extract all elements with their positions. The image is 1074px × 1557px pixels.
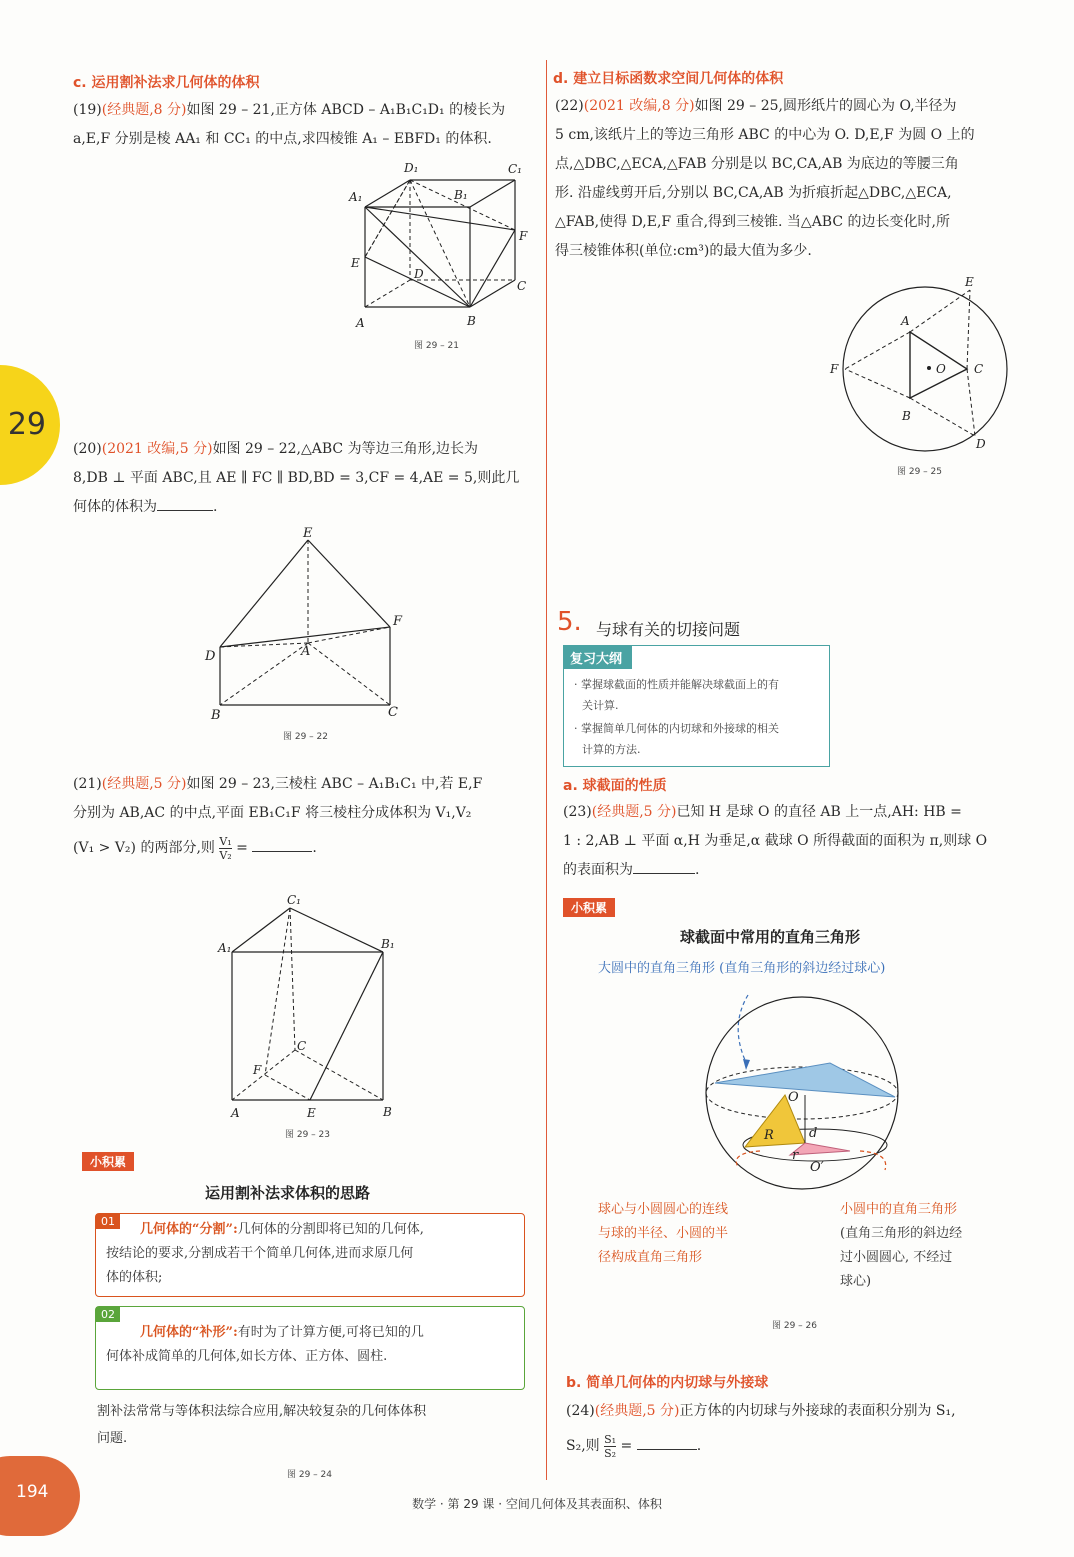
question-22: (22)(2021 改编,8 分)如图 29 – 25,圆形纸片的圆心为 O,半径为 5 cm,该纸片上的等边三角形 ABC 的中心为 O. D,E,F 为圆 O 上的 点,△DBC,△ECA,△FAB 分别是以 BC,CA,AB 为底边的等腰三角 形. 沿虚线剪开后,分别以 BC,CA,AB 为折痕折起△DBC,△ECA, △FAB,使得 D,E,F 重合,得到三棱锥. 当△ABC 的边长变化时,所 得三棱锥体积(单位:cm³)的最大值为多少. — [555, 98, 975, 259]
svg-text:F: F — [253, 1063, 262, 1077]
svg-text:C: C — [974, 362, 984, 376]
svg-text:A₁: A₁ — [349, 190, 363, 204]
figure-29-22 — [195, 525, 415, 725]
svg-text:C₁: C₁ — [508, 162, 522, 176]
svg-text:B: B — [383, 1105, 392, 1119]
svg-text:d: d — [809, 1126, 818, 1141]
svg-text:A: A — [231, 1106, 240, 1120]
svg-text:D₁: D₁ — [404, 161, 419, 175]
note-great-circle: 大圆中的直角三角形 (直角三角形的斜边经过球心) — [598, 961, 886, 976]
section-c-heading: c. 运用割补法求几何体的体积 — [73, 75, 260, 91]
svg-text:D: D — [205, 649, 216, 664]
svg-text:D: D — [976, 437, 986, 451]
svg-text:E: E — [307, 1106, 316, 1120]
note-box-split: 01 几何体的“分割”:几何体的分割即将已知的几何体, 按结论的要求,分割成若干个简单几何体,进而求原几何 体的体积; — [95, 1213, 525, 1297]
page-footer: 数学 · 第 29 课 · 空间几何体及其表面积、体积 — [412, 1497, 662, 1511]
caption-29-23: 图 29 – 23 — [285, 1130, 330, 1140]
svg-text:E: E — [965, 275, 974, 289]
note-title-right: 球截面中常用的直角三角形 — [680, 928, 861, 946]
note-title-left: 运用割补法求体积的思路 — [205, 1184, 371, 1202]
section-a-heading: a. 球截面的性质 — [563, 778, 667, 794]
section-5-title: 与球有关的切接问题 — [596, 620, 741, 639]
question-20: (20)(2021 改编,5 分)如图 29 – 22,△ABC 为等边三角形,边长为 8,DB ⊥ 平面 ABC,且 AE ∥ FC ∥ BD,BD = 3,CF = 4,AE = 5,则此几 何体的体积为 . — [73, 441, 520, 515]
caption-29-21: 图 29 – 21 — [414, 341, 459, 351]
svg-text:A: A — [356, 316, 365, 330]
caption-29-24: 图 29 – 24 — [287, 1470, 332, 1480]
note-badge-left: 小积累 — [82, 1152, 134, 1171]
figure-29-23-prism — [215, 890, 405, 1122]
svg-text:O: O — [936, 362, 946, 376]
svg-text:D: D — [414, 267, 424, 281]
svg-text:B: B — [467, 314, 476, 328]
svg-text:C: C — [388, 705, 398, 720]
note-center-line: 球心与小圆圆心的连线 与球的半径、小圆的半 径构成直角三角形 — [598, 1202, 729, 1265]
svg-text:E: E — [303, 526, 313, 541]
svg-text:r: r — [792, 1148, 799, 1163]
svg-text:O′: O′ — [810, 1160, 824, 1175]
svg-text:E: E — [351, 256, 360, 270]
caption-29-22: 图 29 – 22 — [283, 732, 328, 742]
svg-text:O: O — [788, 1090, 799, 1105]
question-21: (21)(经典题,5 分)如图 29 – 23,三棱柱 ABC – A₁B₁C₁ 中,若 E,F 分别为 AB,AC 的中点,平面 EB₁C₁F 将三棱柱分成体积为 V₁,V₂ (V₁ > V₂) 的两部分,则 $\frac{\text{V₁}}{\text{V₂}}$ = . — [73, 776, 483, 862]
svg-text:C: C — [517, 279, 527, 293]
figure-29-26-sphere — [690, 975, 940, 1195]
svg-text:B₁: B₁ — [381, 937, 395, 951]
svg-text:A: A — [901, 314, 910, 328]
note-small-circle: 小圆中的直角三角形 (直角三角形的斜边经 过小圆圆心, 不经过 球心) — [840, 1202, 963, 1289]
section-5-number: 5. — [557, 607, 582, 637]
svg-text:A: A — [301, 644, 311, 659]
note-box-complement: 02 几何体的“补形”:有时为了计算方便,可将已知的几 何体补成简单的几何体,如长方体、正方体、圆柱. — [95, 1306, 525, 1390]
caption-29-26: 图 29 – 26 — [772, 1321, 817, 1331]
review-outline: 复习大纲 · 掌握球截面的性质并能解决球截面上的有 关计算. · 掌握简单几何体的内切球和外接球的相关 计算的方法. — [563, 645, 830, 767]
svg-text:B₁: B₁ — [454, 188, 468, 202]
svg-text:R: R — [764, 1128, 774, 1143]
section-d-heading: d. 建立目标函数求空间几何体的体积 — [553, 71, 784, 87]
review-outline-heading: 复习大纲 — [564, 646, 632, 669]
svg-text:F: F — [830, 362, 839, 376]
svg-text:F: F — [519, 229, 528, 243]
figure-29-21-cube — [340, 155, 540, 335]
figure-29-25-circle — [825, 272, 1025, 462]
caption-29-25: 图 29 – 25 — [897, 467, 942, 477]
page-number-badge: 194 — [0, 1456, 80, 1536]
question-24: (24)(经典题,5 分)正方体的内切球与外接球的表面积分别为 S₁, S₂,则 $\frac{\text{S₁}}{\text{S₂}}$ = . — [566, 1403, 956, 1460]
section-b-heading: b. 简单几何体的内切球与外接球 — [566, 1375, 769, 1391]
column-divider — [546, 60, 547, 1480]
note-summary: 割补法常常与等体积法综合应用,解决较复杂的几何体体积 问题. — [97, 1404, 427, 1446]
svg-text:A₁: A₁ — [218, 941, 232, 955]
chapter-tab: 29 — [0, 365, 60, 485]
svg-text:C₁: C₁ — [287, 893, 301, 907]
svg-text:C: C — [297, 1039, 307, 1053]
svg-text:B: B — [902, 409, 911, 423]
question-19: (19)(经典题,8 分)如图 29 – 21,正方体 ABCD – A₁B₁C₁D₁ 的棱长为 a,E,F 分别是棱 AA₁ 和 CC₁ 的中点,求四棱锥 A₁ – EBFD₁ 的体积. — [73, 102, 506, 147]
svg-text:F: F — [393, 614, 403, 629]
note-badge-right: 小积累 — [563, 898, 615, 917]
question-23: (23)(经典题,5 分)已知 H 是球 O 的直径 AB 上一点,AH: HB = 1 : 2,AB ⊥ 平面 α,H 为垂足,α 截球 O 所得截面的面积为 π,则球 O 的表面积为 . — [563, 804, 988, 878]
svg-text:B: B — [211, 708, 221, 723]
